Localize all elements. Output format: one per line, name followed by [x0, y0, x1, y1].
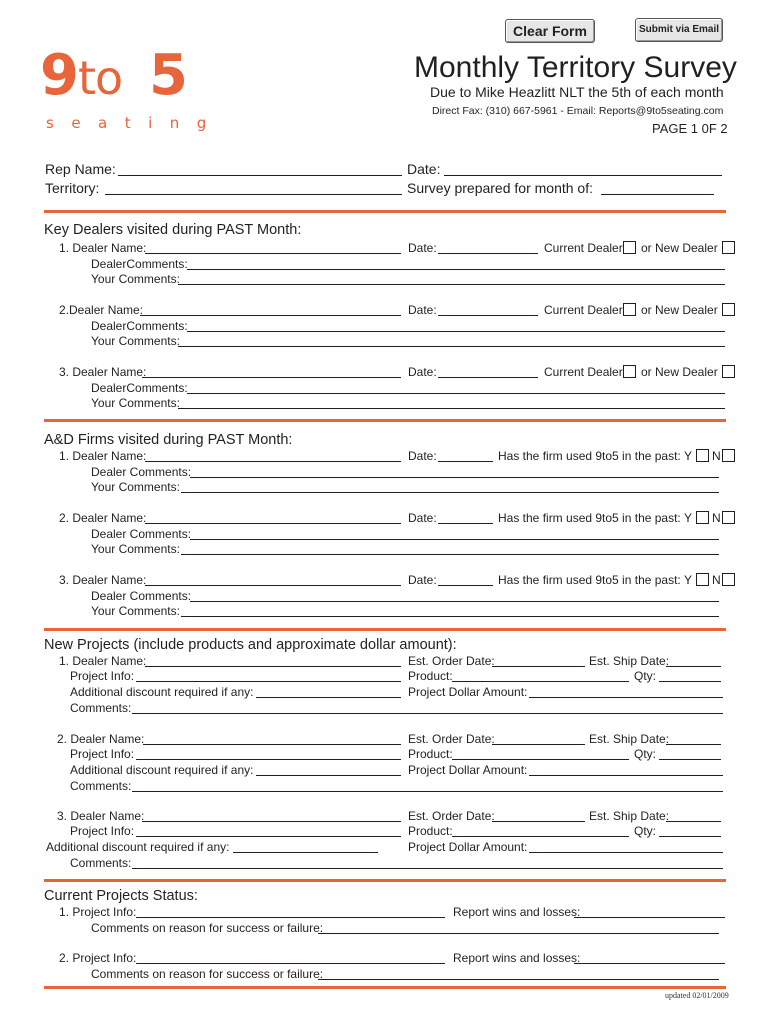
- kd1-current-checkbox[interactable]: [623, 241, 636, 254]
- territory-field[interactable]: [105, 194, 402, 195]
- np2-est-order-label: Est. Order Date:: [408, 732, 495, 746]
- ad2-used-label: Has the firm used 9to5 in the past:: [498, 511, 681, 525]
- kd2-new-label: or New Dealer: [641, 303, 718, 317]
- kd2-date-label: Date:: [408, 303, 437, 317]
- np3-dealer-label: 3. Dealer Name:: [57, 809, 145, 823]
- ad2-dealer-comments-label: Dealer Comments:: [91, 527, 192, 541]
- territory-label: Territory:: [45, 180, 100, 196]
- np1-dealer-field[interactable]: [145, 666, 401, 667]
- ad1-dealer-comments-label: Dealer Comments:: [91, 465, 192, 479]
- kd3-current-label: Current Dealer: [544, 365, 623, 379]
- np2-est-order-field[interactable]: [492, 744, 585, 745]
- np2-comments-label: Comments:: [70, 779, 132, 793]
- np1-product-field[interactable]: [452, 681, 629, 682]
- kd2-dealer-label: 2.Dealer Name:: [59, 303, 144, 317]
- ad1-dealer-label: 1. Dealer Name:: [59, 449, 147, 463]
- due-note: Due to Mike Heazlitt NLT the 5th of each month: [430, 84, 724, 100]
- ad1-y-checkbox[interactable]: [696, 449, 709, 462]
- np2-qty-field[interactable]: [659, 759, 721, 760]
- logo-five: 5: [149, 43, 186, 108]
- np3-est-ship-label: Est. Ship Date:: [589, 809, 670, 823]
- kd3-new-label: or New Dealer: [641, 365, 718, 379]
- np1-est-order-field[interactable]: [492, 666, 585, 667]
- logo-nine: 9: [40, 43, 77, 108]
- np3-dollar-label: Project Dollar Amount:: [408, 840, 528, 854]
- np3-project-info-label: Project Info:: [70, 824, 135, 838]
- np1-est-ship-field[interactable]: [666, 666, 721, 667]
- kd2-new-checkbox[interactable]: [722, 303, 735, 316]
- kd3-dealer-comments-field[interactable]: [187, 393, 725, 394]
- date-field[interactable]: [444, 175, 722, 176]
- np2-est-ship-label: Est. Ship Date:: [589, 732, 670, 746]
- ad2-y-checkbox[interactable]: [696, 511, 709, 524]
- ad2-dealer-comments-field[interactable]: [190, 539, 719, 540]
- key-dealers-title: Key Dealers visited during PAST Month:: [44, 222, 302, 238]
- np3-est-ship-field[interactable]: [666, 821, 721, 822]
- ad1-date-field[interactable]: [438, 461, 493, 462]
- kd1-dealer-field[interactable]: [145, 253, 401, 254]
- section-divider: [44, 210, 726, 213]
- ad2-n-checkbox[interactable]: [722, 511, 735, 524]
- np2-discount-field[interactable]: [256, 775, 401, 776]
- ad1-n-label: N: [712, 449, 721, 463]
- kd2-dealer-comments-label: DealerComments:: [91, 319, 188, 333]
- clear-form-button[interactable]: Clear Form: [505, 19, 595, 43]
- new-projects-title: New Projects (include products and approximate dollar amount):: [44, 637, 457, 653]
- np1-comments-label: Comments:: [70, 701, 132, 715]
- ad1-dealer-comments-field[interactable]: [190, 477, 719, 478]
- np1-est-ship-label: Est. Ship Date:: [589, 654, 670, 668]
- kd1-dealer-comments-label: DealerComments:: [91, 257, 188, 271]
- kd2-your-comments-field[interactable]: [178, 346, 725, 347]
- np1-comments-field[interactable]: [132, 713, 723, 714]
- ad1-date-label: Date:: [408, 449, 437, 463]
- kd2-dealer-field[interactable]: [140, 315, 401, 316]
- np3-dollar-field[interactable]: [529, 852, 723, 853]
- kd1-new-label: or New Dealer: [641, 241, 718, 255]
- kd3-date-label: Date:: [408, 365, 437, 379]
- page-title: Monthly Territory Survey: [414, 51, 737, 84]
- section-divider: [44, 628, 726, 631]
- ad2-date-field[interactable]: [438, 523, 493, 524]
- kd3-date-field[interactable]: [438, 377, 538, 378]
- ad2-date-label: Date:: [408, 511, 437, 525]
- ad1-your-comments-field[interactable]: [181, 492, 719, 493]
- ad3-date-field[interactable]: [438, 585, 493, 586]
- np3-dealer-field[interactable]: [142, 821, 401, 822]
- ad3-n-label: N: [712, 573, 721, 587]
- np2-dollar-field[interactable]: [529, 775, 723, 776]
- ad3-used-label: Has the firm used 9to5 in the past:: [498, 573, 681, 587]
- ad3-dealer-field[interactable]: [145, 585, 401, 586]
- kd1-date-label: Date:: [408, 241, 437, 255]
- kd3-dealer-field[interactable]: [142, 377, 401, 378]
- ad1-n-checkbox[interactable]: [722, 449, 735, 462]
- np2-project-info-field[interactable]: [136, 759, 401, 760]
- kd2-your-comments-label: Your Comments:: [91, 334, 180, 348]
- rep-name-field[interactable]: [118, 175, 402, 176]
- ad3-y-checkbox[interactable]: [696, 573, 709, 586]
- cp1-report-label: Report wins and losses:: [453, 905, 581, 919]
- np3-discount-field[interactable]: [233, 852, 378, 853]
- ad2-dealer-label: 2. Dealer Name:: [59, 511, 147, 525]
- survey-month-field[interactable]: [601, 194, 714, 195]
- logo-seating: seating: [46, 114, 224, 132]
- np3-project-info-field[interactable]: [136, 836, 401, 837]
- kd1-new-checkbox[interactable]: [722, 241, 735, 254]
- np1-discount-field[interactable]: [256, 697, 401, 698]
- kd3-current-checkbox[interactable]: [623, 365, 636, 378]
- ad3-your-comments-label: Your Comments:: [91, 604, 180, 618]
- np2-project-info-label: Project Info:: [70, 747, 135, 761]
- section-divider: [44, 986, 726, 989]
- np1-dollar-label: Project Dollar Amount:: [408, 685, 528, 699]
- np2-dealer-field[interactable]: [143, 744, 401, 745]
- np3-discount-label: Additional discount required if any:: [46, 840, 230, 854]
- kd2-dealer-comments-field[interactable]: [187, 331, 725, 332]
- np1-qty-field[interactable]: [659, 681, 721, 682]
- kd1-dealer-label: 1. Dealer Name:: [59, 241, 147, 255]
- np2-product-field[interactable]: [452, 759, 629, 760]
- ad1-used-label: Has the firm used 9to5 in the past:: [498, 449, 681, 463]
- kd3-your-comments-field[interactable]: [178, 408, 725, 409]
- np3-est-order-field[interactable]: [492, 821, 585, 822]
- np3-comments-label: Comments:: [70, 856, 132, 870]
- section-divider: [44, 879, 726, 882]
- np2-est-ship-field[interactable]: [666, 744, 721, 745]
- kd1-date-field[interactable]: [438, 253, 538, 254]
- np1-project-info-field[interactable]: [136, 681, 401, 682]
- kd2-current-label: Current Dealer: [544, 303, 623, 317]
- ad1-dealer-field[interactable]: [145, 461, 401, 462]
- np3-qty-label: Qty:: [634, 824, 657, 838]
- logo-to: to: [78, 51, 123, 105]
- kd3-your-comments-label: Your Comments:: [91, 396, 180, 410]
- np2-qty-label: Qty:: [634, 747, 657, 761]
- rep-name-label: Rep Name:: [45, 161, 116, 177]
- ad2-n-label: N: [712, 511, 721, 525]
- kd2-date-field[interactable]: [438, 315, 538, 316]
- np1-product-label: Product:: [408, 669, 453, 683]
- np1-dollar-field[interactable]: [529, 697, 723, 698]
- kd1-current-label: Current Dealer: [544, 241, 623, 255]
- np3-est-order-label: Est. Order Date:: [408, 809, 495, 823]
- kd3-dealer-label: 3. Dealer Name:: [59, 365, 147, 379]
- cp1-project-info-field[interactable]: [136, 917, 445, 918]
- kd1-your-comments-label: Your Comments:: [91, 272, 180, 286]
- submit-email-button[interactable]: Submit via Email: [635, 18, 723, 42]
- ad2-your-comments-label: Your Comments:: [91, 542, 180, 556]
- np2-product-label: Product:: [408, 747, 453, 761]
- cp2-report-field[interactable]: [574, 963, 725, 964]
- cp1-report-field[interactable]: [574, 917, 725, 918]
- ad-firms-title: A&D Firms visited during PAST Month:: [44, 432, 293, 448]
- np2-comments-field[interactable]: [132, 791, 723, 792]
- np2-discount-label: Additional discount required if any:: [70, 763, 254, 777]
- cp2-project-info-field[interactable]: [136, 963, 445, 964]
- cp1-reason-label: Comments on reason for success or failure:: [91, 921, 324, 935]
- cp1-project-info-label: 1. Project Info:: [59, 905, 137, 919]
- np3-product-label: Product:: [408, 824, 453, 838]
- ad2-dealer-field[interactable]: [145, 523, 401, 524]
- updated-date: updated 02/01/2009: [665, 991, 729, 1000]
- ad3-date-label: Date:: [408, 573, 437, 587]
- cp1-reason-field[interactable]: [318, 933, 719, 934]
- np2-dollar-label: Project Dollar Amount:: [408, 763, 528, 777]
- cp2-reason-label: Comments on reason for success or failure:: [91, 967, 324, 981]
- ad2-y-label: Y: [684, 511, 693, 525]
- ad3-your-comments-field[interactable]: [181, 616, 719, 617]
- cp2-reason-field[interactable]: [318, 979, 719, 980]
- kd3-dealer-comments-label: DealerComments:: [91, 381, 188, 395]
- cp2-project-info-label: 2. Project Info:: [59, 951, 137, 965]
- kd2-current-checkbox[interactable]: [623, 303, 636, 316]
- current-projects-title: Current Projects Status:: [44, 888, 198, 904]
- np3-product-field[interactable]: [452, 836, 629, 837]
- np3-qty-field[interactable]: [659, 836, 721, 837]
- np1-est-order-label: Est. Order Date:: [408, 654, 495, 668]
- contact-line: Direct Fax: (310) 667-5961 - Email: Reports@9to5seating.com: [432, 105, 724, 117]
- cp2-report-label: Report wins and losses:: [453, 951, 581, 965]
- survey-month-label: Survey prepared for month of:: [407, 180, 593, 196]
- section-divider: [44, 419, 726, 422]
- page-number: PAGE 1 0F 2: [652, 121, 728, 136]
- np1-project-info-label: Project Info:: [70, 669, 135, 683]
- ad3-n-checkbox[interactable]: [722, 573, 735, 586]
- np2-dealer-label: 2. Dealer Name:: [57, 732, 145, 746]
- np1-dealer-label: 1. Dealer Name:: [59, 654, 147, 668]
- ad3-dealer-comments-label: Dealer Comments:: [91, 589, 192, 603]
- ad3-dealer-label: 3. Dealer Name:: [59, 573, 147, 587]
- ad3-dealer-comments-field[interactable]: [190, 601, 719, 602]
- ad3-y-label: Y: [684, 573, 693, 587]
- ad1-y-label: Y: [684, 449, 693, 463]
- ad1-your-comments-label: Your Comments:: [91, 480, 180, 494]
- kd1-your-comments-field[interactable]: [178, 284, 725, 285]
- np3-comments-field[interactable]: [132, 868, 723, 869]
- kd3-new-checkbox[interactable]: [722, 365, 735, 378]
- np1-discount-label: Additional discount required if any:: [70, 685, 254, 699]
- np1-qty-label: Qty:: [634, 669, 657, 683]
- date-label: Date:: [407, 161, 441, 177]
- kd1-dealer-comments-field[interactable]: [187, 269, 725, 270]
- ad2-your-comments-field[interactable]: [181, 554, 719, 555]
